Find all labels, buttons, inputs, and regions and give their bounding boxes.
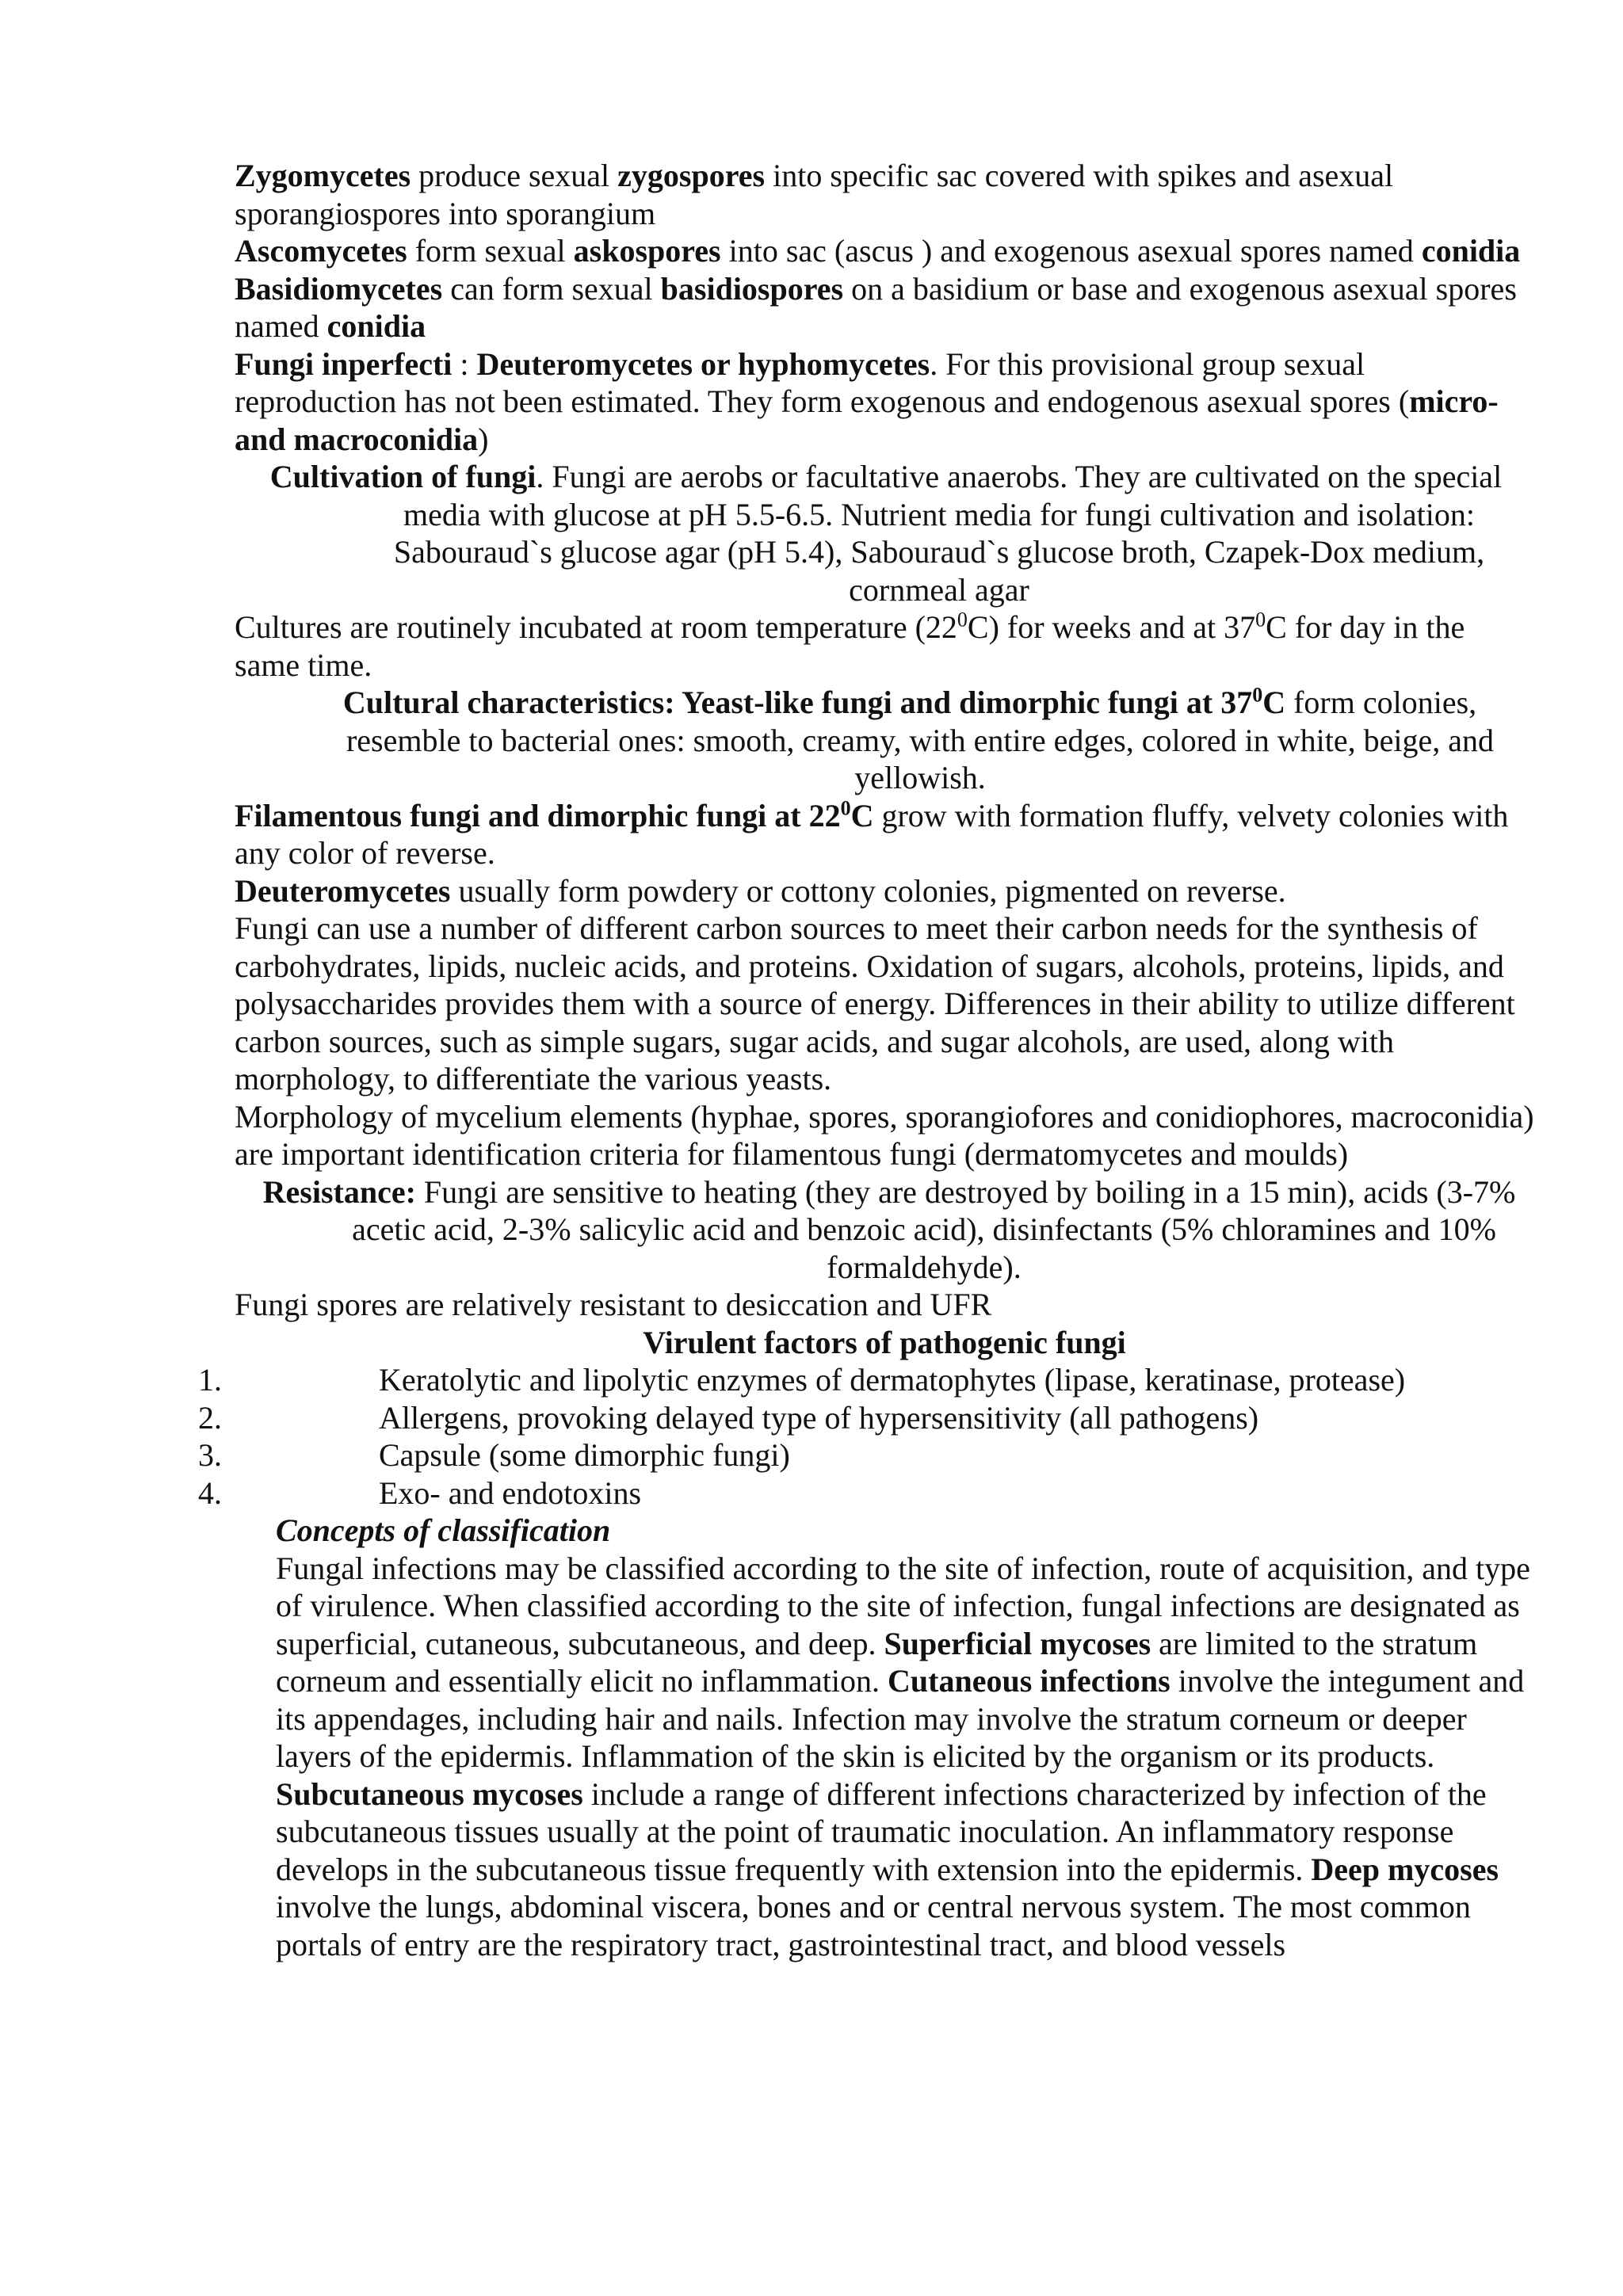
list-text: Keratolytic and lipolytic enzymes of dermatophytes (lipase, keratinase, protease) [379, 1362, 1406, 1398]
text: involve the integument and its appendages, including hair and nails. Infection may involve the stratum corneum or deeper layers of the epidermis. Inflammation of the skin is elicited by the organism or its products. [276, 1663, 1525, 1774]
term-micro-macroconidia: micro- and macroconidia [235, 383, 1499, 457]
paragraph-fungi-imperfecti [235, 345, 1534, 459]
term-deuteromycetes: Deuteromycetes or hyphomycetes [476, 345, 930, 382]
term-resistance: Resistance: [262, 1173, 416, 1210]
list-text: Exo- and endotoxins [379, 1474, 642, 1511]
term-fungi-imperfecti: Fungi inperfecti [235, 345, 453, 382]
paragraph-morphology: Morphology of mycelium elements (hyphae, spores, sporangiofores and conidiophores, macroconidia) are important identification criteria for filamentous fungi (dermatomycetes and moulds) [235, 1098, 1534, 1172]
term-deuteromycetes: Deuteromycetes [235, 872, 451, 909]
paragraph-cultivation [235, 458, 1534, 608]
text: Cultures are routinely incubated at room temperature (22 [235, 609, 957, 645]
text: : [452, 345, 477, 382]
text: Fungi are sensitive to heating (they are destroyed by boiling in a 15 min), acids (3-7% acetic acid, 2-3% salicylic acid and benzoic acid), disinfectants (5% chloramines and 10% formaldehyde). [352, 1173, 1516, 1285]
list-number: 4. [198, 1474, 222, 1511]
term-basidiospores: basidiospores [660, 270, 844, 307]
text: involve the lungs, abdominal viscera, bones and or central nervous system. The most common portals of entry are the respiratory tract, gastrointestinal tract, and blood vessels [276, 1889, 1471, 1962]
list-item [198, 1399, 1534, 1437]
text: C [850, 797, 874, 833]
paragraph-basidiomycetes [235, 270, 1534, 345]
text: include a range of different infections characterized by infection of the subcutaneous tissues usually at the point of traumatic inoculation. An inflammatory response develops in the subcutaneous tissue frequently with extension into the epidermis. [276, 1775, 1487, 1887]
term-zygospores: zygospores [617, 158, 766, 193]
term-conidia: conidia [1421, 233, 1521, 269]
term-deep-mycoses: Deep mycoses [1311, 1851, 1499, 1887]
list-item [198, 1474, 1534, 1512]
list-number: 1. [198, 1362, 222, 1398]
term-filamentous [235, 798, 873, 833]
superscript: 0 [1252, 683, 1263, 707]
text: are limited to the stratum corneum and essentially elicit no inflammation. [276, 1625, 1478, 1699]
text: Filamentous fungi and dimorphic fungi at 22 [235, 797, 841, 833]
term-cutaneous-infections: Cutaneous infections [888, 1663, 1170, 1699]
text: can form sexual [442, 270, 661, 307]
text: Cultural characteristics: Yeast-like fungi and dimorphic fungi at 37 [342, 685, 1253, 720]
document-body [198, 157, 1534, 1963]
paragraph-zygomycetes [235, 157, 1534, 232]
paragraph-cultural-characteristics [235, 684, 1534, 797]
text: . Fungi are aerobs or facultative anaerobs. They are cultivated on the special media with glucose at pH 5.5-6.5. Nutrient media for fungi cultivation and isolation: Sabouraud`s glucose agar (pH 5.4), Sabouraud`s glucose broth, Czapek-Dox medium, cornmeal agar [393, 459, 1503, 608]
text: C [1262, 685, 1286, 720]
paragraph-carbon-sources: Fungi can use a number of different carbon sources to meet their carbon needs for the synthesis of carbohydrates, lipids, nucleic acids, and proteins. Oxidation of sugars, alcohols, proteins, lipids, and polysaccharides provides them with a source of energy. Differences in their ability to utilize different carbon sources, such as simple sugars, sugar acids, and sugar alcohols, are used, along with morphology, to differentiate the various yeasts. [235, 910, 1515, 1097]
text: ) [478, 421, 489, 457]
term-askospores: askospores [573, 233, 721, 269]
text: into specific sac covered with spikes and asexual sporangiospores into sporangium [235, 158, 1394, 231]
list-number: 3. [198, 1437, 222, 1473]
term-zygomycetes: Zygomycetes [235, 158, 411, 193]
term-basidiomycetes: Basidiomycetes [235, 270, 443, 307]
paragraph-concepts [235, 1550, 1534, 1964]
term-subcutaneous-mycoses: Subcutaneous mycoses [276, 1775, 583, 1812]
text: produce sexual [411, 158, 618, 193]
list-text: Allergens, provoking delayed type of hypersensitivity (all pathogens) [379, 1399, 1259, 1436]
term-superficial-mycoses: Superficial mycoses [884, 1625, 1151, 1661]
list-item [198, 1361, 1534, 1399]
term-conidia: conidia [327, 308, 426, 344]
superscript: 0 [957, 608, 968, 631]
paragraph-filamentous [235, 797, 1534, 872]
paragraph-resistance [235, 1173, 1534, 1287]
text: Fungal infections may be classified according to the site of infection, route of acquisition, and type of virulence. When classified according to the site of infection, fungal infections are designated as superficial, cutaneous, subcutaneous, and deep. [276, 1550, 1530, 1661]
superscript: 0 [840, 796, 851, 820]
term-ascomycetes: Ascomycetes [235, 233, 407, 269]
paragraph-incubation [235, 608, 1534, 684]
heading-text: Virulent factors of pathogenic fungi [643, 1324, 1126, 1360]
text: into sac (ascus ) and exogenous asexual spores named [720, 233, 1422, 269]
heading-concepts-of-classification: Concepts of classification [276, 1512, 611, 1548]
paragraph-deuteromycetes [235, 872, 1534, 910]
text: form sexual [407, 233, 574, 269]
text: C) for weeks and at 37 [967, 609, 1256, 645]
text: . For this provisional group sexual reproduction has not been estimated. They form exogenous and endogenous asexual spores ( [235, 345, 1410, 419]
list-number: 2. [198, 1399, 222, 1436]
paragraph-spores: Fungi spores are relatively resistant to desiccation and UFR [235, 1287, 992, 1322]
list-text: Capsule (some dimorphic fungi) [379, 1437, 790, 1473]
term-cultural-characteristics [343, 685, 1285, 720]
text: form colonies, resemble to bacterial ones: smooth, creamy, with entire edges, colored in white, beige, and yellowish. [346, 685, 1495, 795]
virulent-factors-list [198, 1361, 1534, 1512]
text: grow with formation fluffy, velvety colonies with any color of reverse. [235, 797, 1509, 871]
heading-virulent-factors [235, 1324, 1534, 1362]
list-item [198, 1436, 1534, 1474]
paragraph-ascomycetes [235, 232, 1534, 270]
text: C for day in the same time. [235, 609, 1465, 683]
term-cultivation: Cultivation of fungi [269, 459, 537, 494]
text: usually form powdery or cottony colonies, pigmented on reverse. [450, 872, 1286, 909]
text: on a basidium or base and exogenous asexual spores named [235, 270, 1517, 344]
superscript: 0 [1255, 608, 1266, 631]
